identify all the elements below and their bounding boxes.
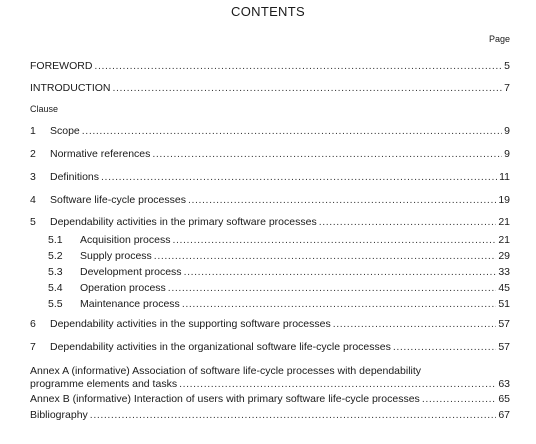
page-title: CONTENTS — [231, 4, 305, 19]
toc-page-number: 45 — [498, 282, 510, 294]
clause-number: 5.2 — [48, 250, 63, 262]
dot-leader — [154, 249, 497, 263]
toc-entry-annex-a[interactable] — [30, 377, 510, 391]
toc-page-number: 9 — [504, 148, 510, 160]
toc-entry-clause-5[interactable] — [30, 215, 510, 229]
toc-entry-bibliography[interactable] — [30, 408, 510, 422]
clause-number: 5 — [30, 216, 36, 228]
toc-entry-text: Acquisition process — [80, 234, 171, 246]
toc-entry-text: Annex B (informative) Interaction of users with primary software life-cycle processes — [30, 393, 420, 405]
toc-entry-text: Dependability activities in the organizational software life-cycle processes — [50, 341, 391, 353]
toc-page-number: 57 — [498, 341, 510, 353]
dot-leader — [94, 59, 502, 73]
toc-page-number: 63 — [498, 378, 510, 390]
toc-page-number: 11 — [499, 171, 510, 183]
toc-entry-text: Dependability activities in the primary software processes — [50, 216, 317, 228]
clause-number: 5.4 — [48, 282, 63, 294]
clause-number: 7 — [30, 341, 36, 353]
dot-leader — [90, 408, 497, 422]
toc-entry-annex-a-line1[interactable]: Annex A (informative) Association of software life-cycle processes with dependability — [30, 365, 422, 377]
toc-page-number: 19 — [498, 194, 510, 206]
toc-entry-foreword[interactable] — [30, 59, 510, 73]
toc-page-number: 67 — [498, 409, 510, 421]
toc-page-number: 33 — [498, 266, 510, 278]
dot-leader — [393, 340, 496, 354]
toc-page-number: 29 — [498, 250, 510, 262]
dot-leader — [113, 81, 503, 95]
toc-entry-text: Supply process — [80, 250, 152, 262]
clause-number: 5.5 — [48, 298, 63, 310]
toc-page-number: 5 — [504, 60, 510, 72]
toc-entry-clause-3[interactable] — [30, 170, 510, 184]
toc-entry-text: Dependability activities in the supporting software processes — [50, 318, 331, 330]
dot-leader — [152, 147, 502, 161]
toc-entry-clause-6[interactable] — [30, 317, 510, 331]
toc-entry-clause-1[interactable] — [30, 124, 510, 138]
dot-leader — [333, 317, 497, 331]
dot-leader — [184, 265, 497, 279]
toc-page-number: 21 — [498, 216, 510, 228]
toc-entry-text: FOREWORD — [30, 60, 93, 72]
toc-page-number: 21 — [498, 234, 510, 246]
dot-leader — [319, 215, 497, 229]
clause-number: 3 — [30, 171, 36, 183]
clause-number: 2 — [30, 148, 36, 160]
toc-entry-text: Maintenance process — [80, 298, 180, 310]
toc-entry-subclause-5-1[interactable] — [48, 233, 510, 247]
toc-entry-text: Normative references — [50, 148, 151, 160]
clause-number: 4 — [30, 194, 36, 206]
toc-entry-text: INTRODUCTION — [30, 82, 111, 94]
toc-entry-subclause-5-5[interactable] — [48, 297, 510, 311]
clause-number: 5.3 — [48, 266, 63, 278]
toc-entry-text: Definitions — [50, 171, 100, 183]
dot-leader — [101, 170, 497, 184]
toc-entry-annex-b[interactable] — [30, 392, 510, 406]
page-column-header: Page — [488, 34, 510, 44]
clause-column-header: Clause — [30, 104, 59, 114]
toc-entry-text: Development process — [80, 266, 182, 278]
toc-page-number: 65 — [498, 393, 510, 405]
dot-leader — [182, 297, 497, 311]
toc-page-number: 9 — [504, 125, 510, 137]
toc-entry-clause-4[interactable] — [30, 193, 510, 207]
toc-entry-subclause-5-4[interactable] — [48, 281, 510, 295]
toc-entry-subclause-5-3[interactable] — [48, 265, 510, 279]
dot-leader — [172, 233, 496, 247]
toc-entry-text: Scope — [50, 125, 80, 137]
dot-leader — [179, 377, 496, 391]
toc-page-number: 57 — [498, 318, 510, 330]
toc-page-number: 51 — [498, 298, 510, 310]
clause-number: 5.1 — [48, 234, 63, 246]
dot-leader — [82, 124, 502, 138]
toc-entry-text: Bibliography — [30, 409, 88, 421]
toc-entry-clause-7[interactable] — [30, 340, 510, 354]
toc-entry-introduction[interactable] — [30, 81, 510, 95]
toc-entry-text: Operation process — [80, 282, 166, 294]
clause-number: 6 — [30, 318, 36, 330]
dot-leader — [422, 392, 497, 406]
toc-page-number: 7 — [504, 82, 510, 94]
toc-entry-text: Software life-cycle processes — [50, 194, 186, 206]
dot-leader — [188, 193, 496, 207]
dot-leader — [168, 281, 497, 295]
clause-number: 1 — [30, 125, 36, 137]
toc-entry-clause-2[interactable] — [30, 147, 510, 161]
toc-entry-text: programme elements and tasks — [30, 378, 178, 390]
toc-entry-subclause-5-2[interactable] — [48, 249, 510, 263]
